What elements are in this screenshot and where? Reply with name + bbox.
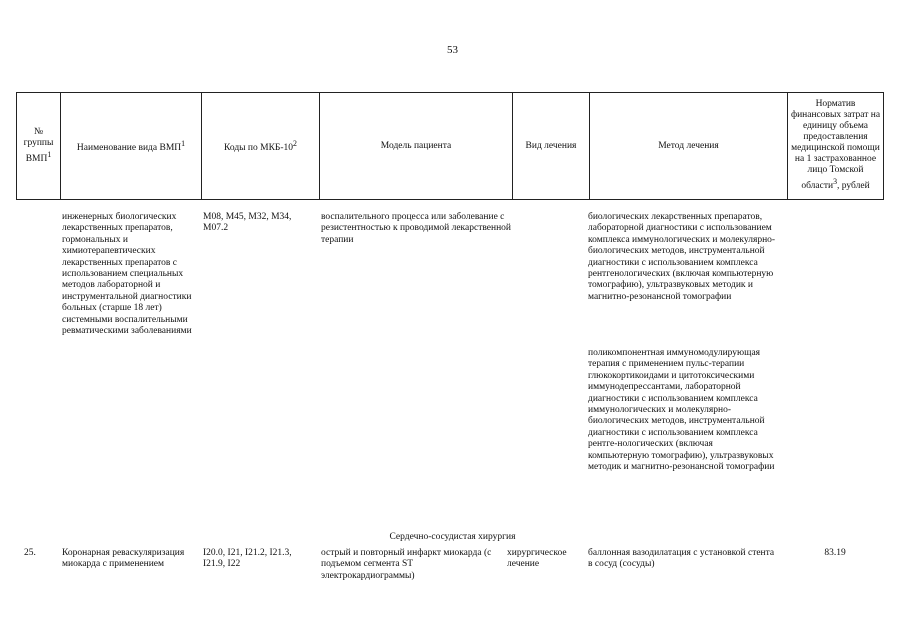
continued-method-1: биологических лекарственных препаратов, лабораторной диагностики с использованием комплекса иммунологических и молекулярно-биологических методов, инструментальной диагностики с использованием комплекса рентгенологических (включая компьютерную томографию), ультразвуковых методик и магнитно-резонансной томографии [588,212,776,302]
row25-type: хирургическое лечение [507,548,567,570]
header-col-model: Модель пациента [320,93,513,200]
header-col-type: Вид лечения [513,93,590,200]
continued-name: инженерных биологических лекарственных препаратов, гормональных и химиотерапевтических лекарственных препаратов с использованием специальных методов лабораторной и инструментальной диагностики больных (старше 18 лет) системными воспалительными ревматическими заболеваниями [62,212,192,337]
continued-method-2: поликомпонентная иммуномодулирующая терапия с применением пульс-терапии глюкокортикоидами и цитотоксическими иммунодепрессантами, лабораторной диагностики с использованием комплекса иммунологических и молекулярно-биологических методов, инструментальной диагностики с использованием комплекса рентге-нологических (включая компьютерную томографию), ультразвуковых методик и магнитно-резонансной томографии [588,348,775,473]
row25-number: 25. [24,548,36,558]
header-col-number: № группы ВМП$^1$ [17,93,61,200]
table-header [16,92,884,200]
header-col-name: Наименование вида ВМП$^1$ [61,93,202,200]
header-col-norm: Норматив финансовых затрат на единицу объема предоставления медицинской помощи на 1 застрахованное лицо Томской области$^3$, рублей [788,93,884,200]
continued-model: воспалительного процесса или заболевание с резистентностью к проводимой лекарственной терапии [321,212,512,245]
page-number: 53 [447,44,458,56]
header-col-method: Метод лечения [590,93,788,200]
row25-norm: 83.19 [824,548,846,558]
header-col-codes: Коды по МКБ-$10^2$ [202,93,320,200]
row25-model: острый и повторный инфаркт миокарда (с подъемом сегмента ST электрокардиограммы) [321,548,492,581]
row25-codes: I20.0, I21, I21.2, I21.3, I21.9, I22 [203,548,292,570]
continued-codes: M08, M45, M32, M34, M07.2 [203,212,292,234]
row25-method: баллонная вазодилатация с установкой стента в сосуд (сосуды) [588,548,775,570]
section-title: Сердечно-сосудистая хирургия [389,532,516,542]
row25-name: Коронарная реваскуляризация миокарда с применением [62,548,185,570]
